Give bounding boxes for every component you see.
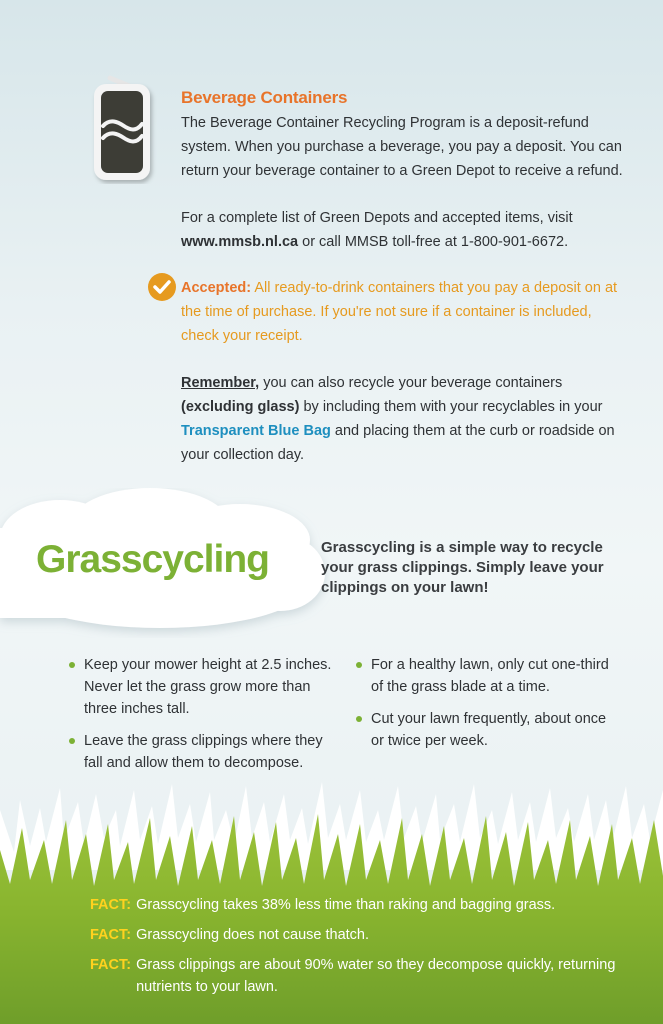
grasscycling-heading: Grasscycling [36,538,269,581]
tip-text: Cut your lawn frequently, about once or twice per week. [371,711,607,749]
remember-excluding-glass: (excluding glass) [181,399,300,415]
fact-item [90,954,630,998]
bullet-icon [356,662,362,668]
remember-note [181,371,621,467]
fact-item [90,924,630,946]
fact-label: FACT: [90,957,132,973]
list-item [67,730,332,774]
fact-text: Grasscycling takes 38% less time than raking and bagging grass. [136,897,556,913]
list-item [354,654,609,698]
mmsb-website-link[interactable]: www.mmsb.nl.ca [181,234,299,250]
fact-text: Grasscycling does not cause thatch. [136,927,370,943]
remember-text-3: and placing them at the curb or roadside on your collection day. [181,423,615,463]
transparent-blue-bag: Transparent Blue Bag [181,423,331,439]
accepted-text: All ready-to-drink containers that you pay a deposit on at the time of purchase. If you're not sure if a container is included, check your receipt. [181,280,618,344]
bullet-icon [356,716,362,722]
tips-left-list [67,654,332,784]
beverage-description: The Beverage Container Recycling Program is a deposit-refund system. When you purchase a beverage, you pay a deposit. You can return your beverage container to a Green Depot to receive a refund. [181,115,623,179]
accepted-label: Accepted: [181,280,252,296]
green-depot-intro: For a complete list of Green Depots and accepted items, visit [181,210,573,226]
remember-text-2: by including them with your recyclables in your [303,399,603,415]
tip-text: Leave the grass clippings where they fall and allow them to decompose. [84,733,323,771]
list-item [67,654,332,720]
remember-text-1: you can also recycle your beverage containers [263,375,563,391]
beverage-container-icon [88,74,160,184]
beverage-containers-heading: Beverage Containers [181,88,348,107]
bullet-icon [69,738,75,744]
bullet-icon [69,662,75,668]
grasscycling-intro: Grasscycling is a simple way to recycle your grass clippings. Simply leave your clippings on your lawn! [321,539,604,596]
fact-label: FACT: [90,927,132,943]
tip-text: For a healthy lawn, only cut one-third of the grass blade at a time. [371,657,609,695]
tips-right-list [354,654,609,762]
fact-label: FACT: [90,897,132,913]
checkmark-icon [147,272,177,302]
list-item [354,708,609,752]
remember-label: Remember, [181,375,260,391]
accepted-note [181,276,621,348]
green-depot-phone: or call MMSB toll-free at 1-800-901-6672. [302,234,569,250]
facts-list [90,894,630,1006]
green-depot-info [181,206,631,254]
fact-item [90,894,630,916]
tip-text: Keep your mower height at 2.5 inches. Never let the grass grow more than three inches tall. [84,657,332,717]
fact-text: Grass clippings are about 90% water so they decompose quickly, returning nutrients to your lawn. [136,957,616,995]
